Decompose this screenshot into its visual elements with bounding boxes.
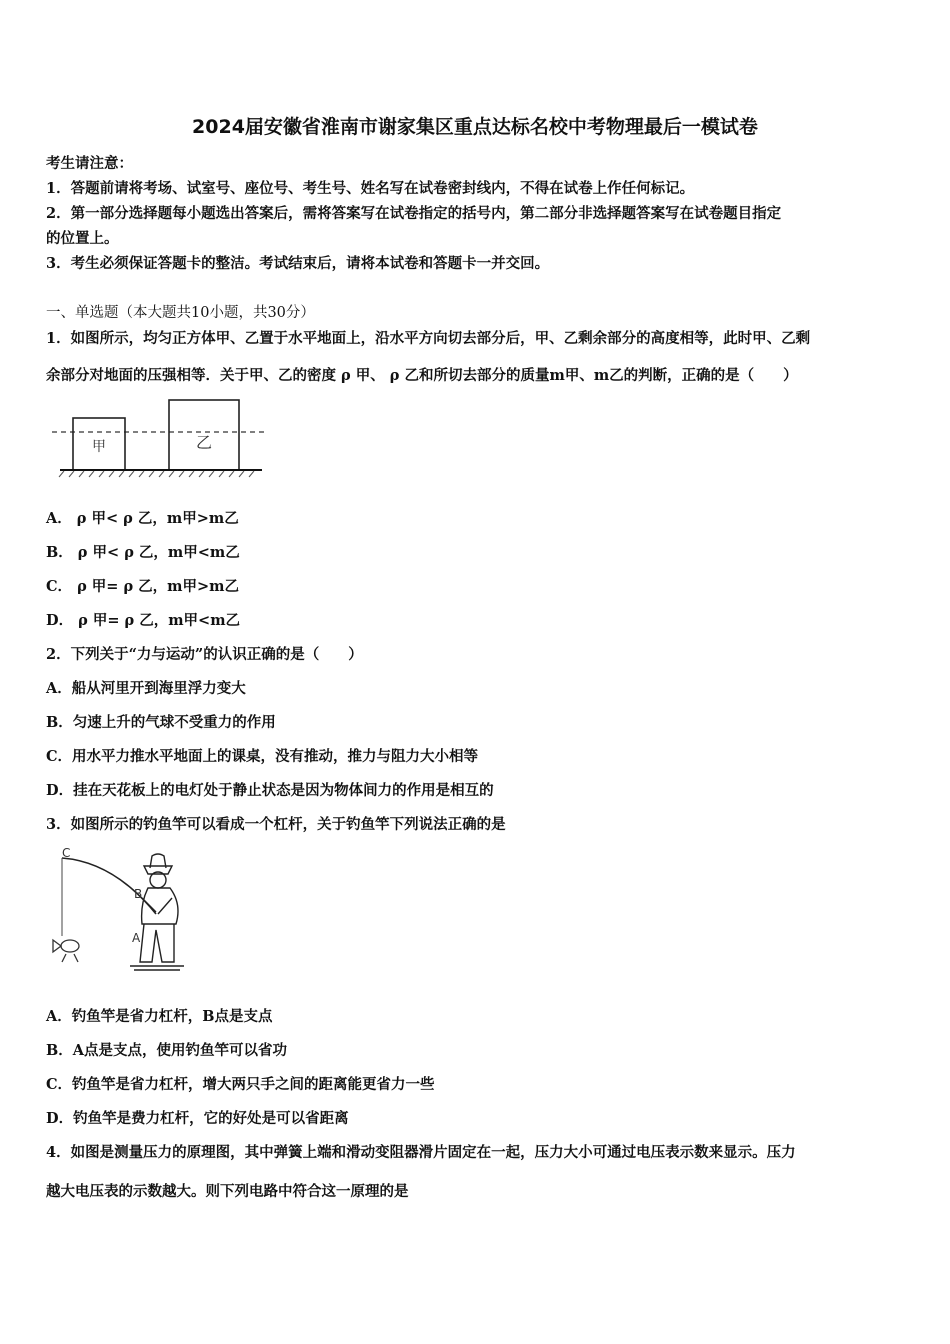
label-a: A	[132, 931, 141, 945]
q2-option-d[interactable]: D．挂在天花板上的电灯处于静止状态是因为物体间力的作用是相互的	[46, 782, 494, 799]
q1-stem: 余部分对地面的压强相等．关于甲、乙的密度 ρ 甲、 ρ 乙和所切去部分的质量m甲、m乙的判断，正确的是（ ）	[46, 367, 798, 384]
q4-stem: 越大电压表的示数越大。则下列电路中符合这一原理的是	[46, 1183, 409, 1200]
notice-item: 3．考生必须保证答题卡的整洁。考试结束后，请将本试卷和答题卡一并交回。	[46, 255, 550, 272]
fish-icon	[53, 940, 79, 962]
notice-item: 1．答题前请将考场、试室号、座位号、考生号、姓名写在试卷密封线内，不得在试卷上作任何标记。	[46, 180, 695, 197]
q1-option-b[interactable]: B． ρ 甲< ρ 乙，m甲<m乙	[46, 544, 240, 561]
label-jia: 甲	[92, 439, 106, 455]
q3-fishing-figure	[44, 844, 204, 986]
q1-option-a[interactable]: A． ρ 甲< ρ 乙，m甲>m乙	[46, 510, 239, 527]
label-yi: 乙	[195, 433, 213, 452]
fisherman-icon	[130, 854, 184, 970]
q2-option-a[interactable]: A．船从河里开到海里浮力变大	[46, 680, 246, 697]
notice-item: 2．第一部分选择题每小题选出答案后，需将答案写在试卷指定的括号内，第二部分非选择题答案写在试卷题目指定	[46, 205, 782, 222]
q3-option-b[interactable]: B．A点是支点，使用钓鱼竿可以省功	[46, 1042, 288, 1059]
label-b: B	[134, 887, 143, 901]
q2-option-c[interactable]: C．用水平力推水平地面上的课桌，没有推动，推力与阻力大小相等	[46, 748, 479, 765]
q1-cubes-figure	[48, 396, 270, 478]
ground-hatch	[59, 471, 254, 477]
q2-option-b[interactable]: B．匀速上升的气球不受重力的作用	[46, 714, 276, 731]
q1-option-c[interactable]: C． ρ 甲= ρ 乙，m甲>m乙	[46, 578, 240, 595]
q3-option-c[interactable]: C．钓鱼竿是省力杠杆，增大两只手之间的距离能更省力一些	[46, 1076, 435, 1093]
q1-option-d[interactable]: D． ρ 甲= ρ 乙，m甲<m乙	[46, 612, 241, 629]
q1-stem: 1．如图所示，均匀正方体甲、乙置于水平地面上，沿水平方向切去部分后，甲、乙剩余部分的高度相等，此时甲、乙剩	[46, 330, 811, 347]
q3-option-d[interactable]: D．钓鱼竿是费力杠杆，它的好处是可以省距离	[46, 1110, 349, 1127]
q4-stem: 4．如图是测量压力的原理图，其中弹簧上端和滑动变阻器滑片固定在一起，压力大小可通过电压表示数来显示。压力	[46, 1144, 796, 1161]
section-heading: 一、单选题（本大题共10小题，共30分）	[46, 305, 315, 321]
notice-heading: 考生请注意：	[46, 155, 133, 172]
page-title: 2024届安徽省淮南市谢家集区重点达标名校中考物理最后一模试卷	[192, 116, 758, 138]
q2-stem: 2．下列关于“力与运动”的认识正确的是（ ）	[46, 646, 363, 663]
label-c: C	[62, 846, 71, 860]
notice-item: 的位置上。	[46, 230, 119, 247]
q3-option-a[interactable]: A．钓鱼竿是省力杠杆，B点是支点	[46, 1008, 273, 1025]
q3-stem: 3．如图所示的钓鱼竿可以看成一个杠杆，关于钓鱼竿下列说法正确的是	[46, 816, 506, 833]
